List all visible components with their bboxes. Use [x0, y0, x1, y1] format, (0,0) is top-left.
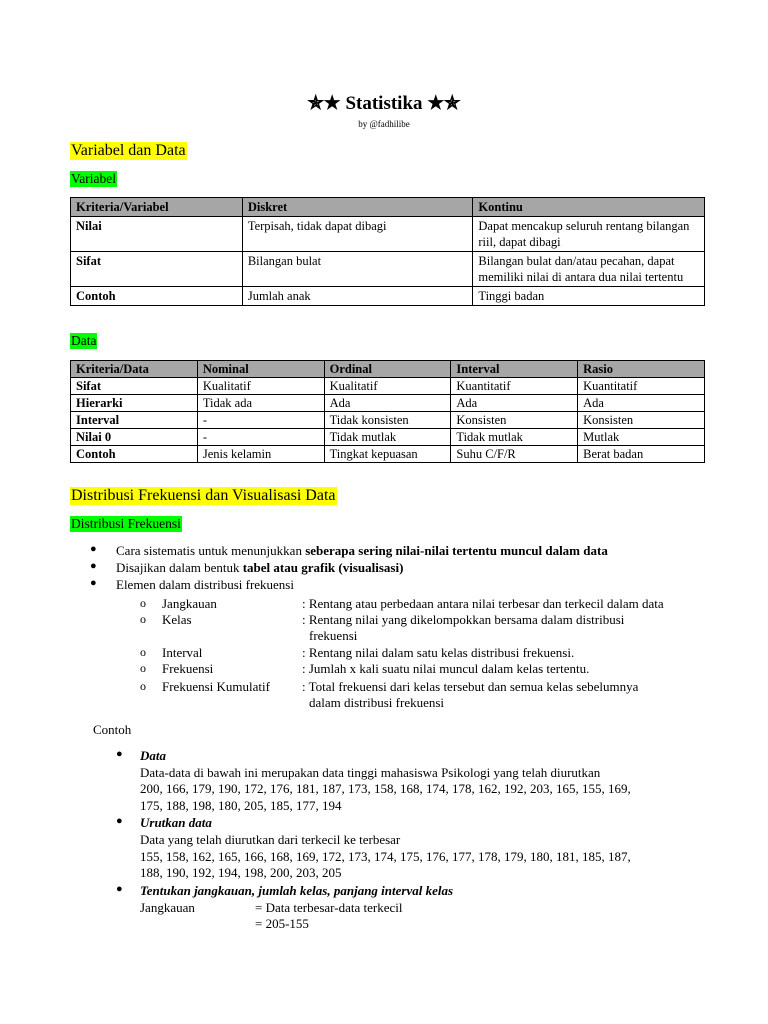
element-definition-cont: frekuensi	[309, 628, 358, 643]
table-row	[71, 217, 705, 252]
table-header-cell: Rasio	[578, 361, 705, 378]
table-cell: Ada	[451, 395, 578, 412]
circle-bullet-icon: o	[140, 679, 146, 693]
bullet-dot-icon: ●	[116, 815, 123, 827]
table-cell: Tidak mutlak	[451, 429, 578, 446]
table-header-cell: Diskret	[242, 198, 473, 217]
table-header-cell: Ordinal	[324, 361, 451, 378]
contoh-data-values: 175, 188, 198, 180, 205, 185, 177, 194	[140, 798, 342, 813]
contoh-data-values: 200, 166, 179, 190, 172, 176, 181, 187, 173, 158, 168, 174, 178, 162, 192, 203, 165, 155, 169,	[140, 781, 631, 796]
element-term: Interval	[162, 645, 203, 660]
bullet-item: Cara sistematis untuk menunjukkan seberapa sering nilai-nilai tertentu muncul dalam data	[116, 543, 608, 558]
table-cell: Contoh	[71, 287, 243, 306]
element-definition: : Jumlah x kali suatu nilai muncul dalam kelas tertentu.	[302, 661, 590, 676]
heading-variabel-dan-data: Variabel dan Data	[71, 142, 186, 159]
page-title: ✯★ Statistika ★✯	[307, 93, 461, 114]
table-header-cell: Kriteria/Variabel	[71, 198, 243, 217]
circle-bullet-icon: o	[140, 661, 146, 675]
contoh-range-label: Jangkauan	[140, 900, 195, 915]
variabel-table	[70, 197, 705, 306]
table-cell: Sifat	[71, 252, 243, 287]
contoh-range-equation: = 205-155	[255, 916, 309, 931]
table-header-cell: Nominal	[197, 361, 324, 378]
table-row	[71, 429, 705, 446]
table-cell: Ada	[578, 395, 705, 412]
table-header-row	[71, 198, 705, 217]
author-byline: by @fadhilibe	[358, 119, 410, 129]
table-row	[71, 446, 705, 463]
table-cell: Konsisten	[451, 412, 578, 429]
element-definition: : Rentang atau perbedaan antara nilai terbesar dan terkecil dalam data	[302, 596, 664, 611]
table-cell: Interval	[71, 412, 198, 429]
table-cell: Jumlah anak	[242, 287, 473, 306]
table-cell: -	[197, 412, 324, 429]
table-cell: Sifat	[71, 378, 198, 395]
table-cell: Contoh	[71, 446, 198, 463]
table-cell: Terpisah, tidak dapat dibagi	[242, 217, 473, 252]
table-cell: Tidak mutlak	[324, 429, 451, 446]
element-definition-cont: dalam distribusi frekuensi	[309, 695, 445, 710]
table-cell: Tingkat kepuasan	[324, 446, 451, 463]
contoh-sorted-desc: Data yang telah diurutkan dari terkecil ke terbesar	[140, 832, 401, 847]
table-cell: Nilai	[71, 217, 243, 252]
element-term: Frekuensi Kumulatif	[162, 679, 270, 694]
table-row	[71, 252, 705, 287]
circle-bullet-icon: o	[140, 596, 146, 610]
table-cell: Tidak ada	[197, 395, 324, 412]
table-cell: Kuantitatif	[451, 378, 578, 395]
data-table	[70, 360, 705, 463]
element-term: Jangkauan	[162, 596, 217, 611]
bullet-item: Elemen dalam distribusi frekuensi	[116, 577, 294, 592]
table-header-cell: Kriteria/Data	[71, 361, 198, 378]
table-cell: Dapat mencakup seluruh rentang bilangan riil, dapat dibagi	[473, 217, 705, 252]
bullet-dot-icon: ●	[116, 748, 123, 760]
subheading-variabel: Variabel	[71, 171, 116, 186]
contoh-range-title: Tentukan jangkauan, jumlah kelas, panjang interval kelas	[140, 883, 454, 898]
table-header-row	[71, 361, 705, 378]
table-cell: Konsisten	[578, 412, 705, 429]
element-definition: : Rentang nilai dalam satu kelas distribusi frekuensi.	[302, 645, 575, 660]
table-cell: Kualitatif	[197, 378, 324, 395]
element-term: Frekuensi	[162, 661, 214, 676]
bullet-item: Disajikan dalam bentuk tabel atau grafik (visualisasi)	[116, 560, 404, 575]
contoh-sorted-values: 188, 190, 192, 194, 198, 200, 203, 205	[140, 865, 342, 880]
contoh-range-equation: = Data terbesar-data terkecil	[255, 900, 403, 915]
contoh-sorted-title: Urutkan data	[140, 815, 212, 830]
table-cell: Tidak konsisten	[324, 412, 451, 429]
table-cell: Ada	[324, 395, 451, 412]
element-definition: : Rentang nilai yang dikelompokkan bersama dalam distribusi	[302, 612, 625, 627]
table-cell: Kuantitatif	[578, 378, 705, 395]
contoh-label: Contoh	[93, 722, 132, 737]
bullet-dot-icon: ●	[90, 560, 97, 572]
bullet-dot-icon: ●	[90, 577, 97, 589]
table-row	[71, 378, 705, 395]
subheading-distribusi-frekuensi: Distribusi Frekuensi	[71, 516, 181, 531]
table-row	[71, 412, 705, 429]
table-header-cell: Kontinu	[473, 198, 705, 217]
table-cell: Tinggi badan	[473, 287, 705, 306]
circle-bullet-icon: o	[140, 645, 146, 659]
table-row	[71, 287, 705, 306]
table-cell: Bilangan bulat	[242, 252, 473, 287]
table-cell: Nilai 0	[71, 429, 198, 446]
table-cell: Mutlak	[578, 429, 705, 446]
table-cell: Bilangan bulat dan/atau pecahan, dapat memiliki nilai di antara dua nilai tertentu	[473, 252, 705, 287]
table-row	[71, 395, 705, 412]
contoh-sorted-values: 155, 158, 162, 165, 166, 168, 169, 172, 173, 174, 175, 176, 177, 178, 179, 180, 181, 185, 187,	[140, 849, 631, 864]
subheading-data: Data	[71, 333, 97, 348]
table-cell: Hierarki	[71, 395, 198, 412]
table-header-cell: Interval	[451, 361, 578, 378]
contoh-data-title: Data	[140, 748, 166, 763]
table-cell: Jenis kelamin	[197, 446, 324, 463]
table-cell: Kualitatif	[324, 378, 451, 395]
contoh-data-desc: Data-data di bawah ini merupakan data tinggi mahasiswa Psikologi yang telah diurutkan	[140, 765, 601, 780]
bullet-dot-icon: ●	[116, 883, 123, 895]
bullet-dot-icon: ●	[90, 543, 97, 555]
element-term: Kelas	[162, 612, 192, 627]
table-cell: Berat badan	[578, 446, 705, 463]
circle-bullet-icon: o	[140, 612, 146, 626]
table-cell: -	[197, 429, 324, 446]
element-definition: : Total frekuensi dari kelas tersebut dan semua kelas sebelumnya	[302, 679, 639, 694]
heading-distribusi-frekuensi: Distribusi Frekuensi dan Visualisasi Data	[71, 487, 336, 504]
table-cell: Suhu C/F/R	[451, 446, 578, 463]
